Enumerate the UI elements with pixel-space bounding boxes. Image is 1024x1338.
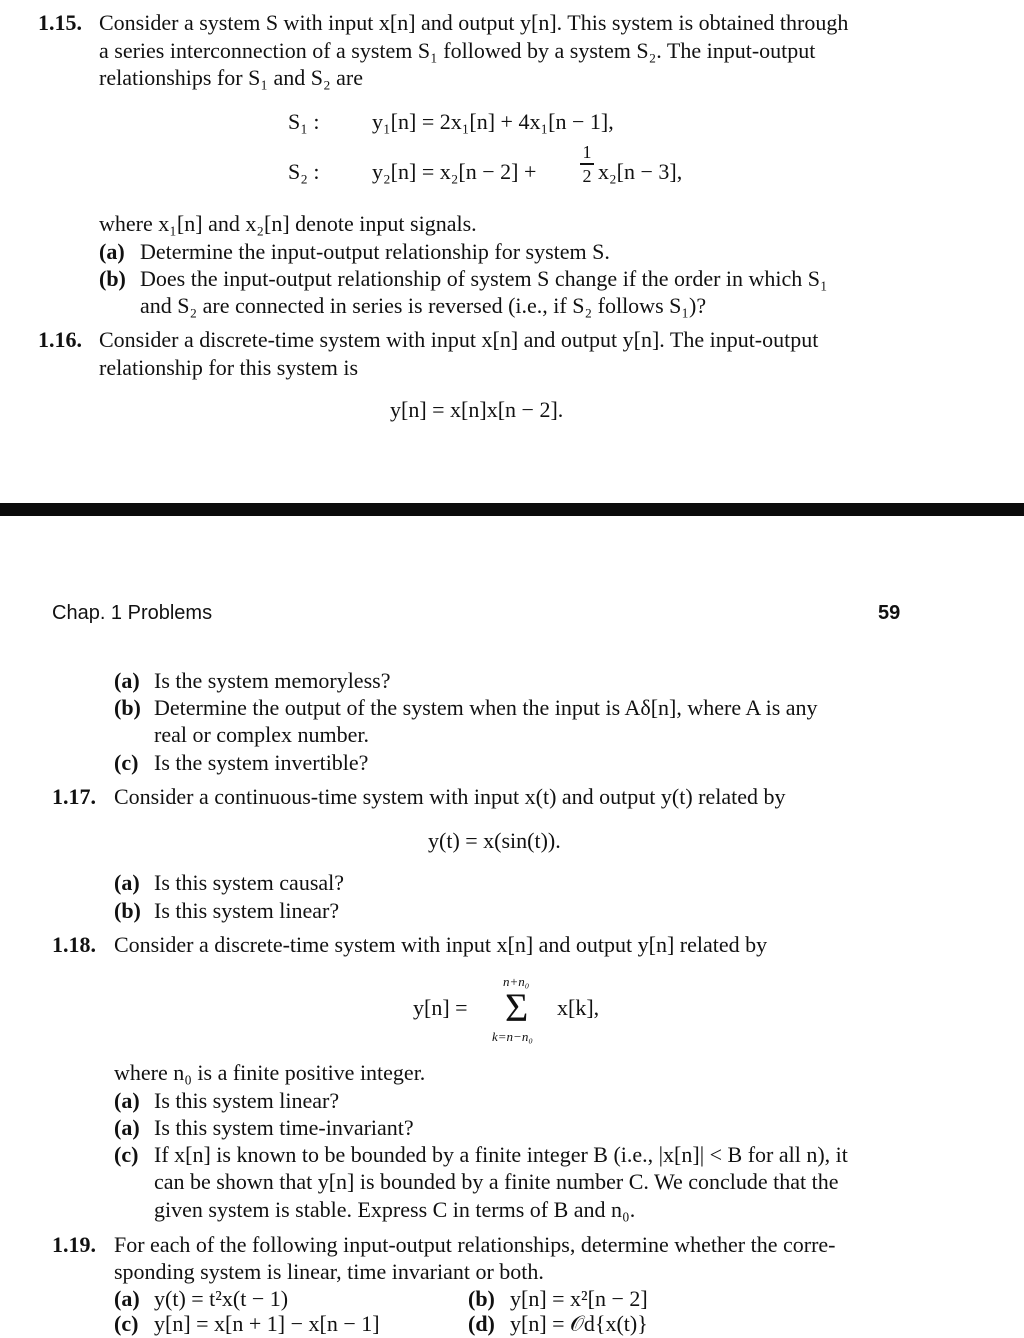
problem-1-15-where: where x₁[n] and x₂[n] denote input signals.: [99, 211, 477, 236]
problem-1-19-part-c: y[n] = x[n + 1] − x[n − 1]: [154, 1311, 380, 1336]
problem-1-17-line: Consider a continuous-time system with input x(t) and output y(t) related by: [114, 784, 786, 809]
problem-1-15-part-a: Determine the input-output relationship for system S.: [140, 239, 610, 264]
problem-1-19-line-2: sponding system is linear, time invariant or both.: [114, 1259, 544, 1284]
page-number: 59: [878, 602, 901, 624]
problem-1-17-part-b: Is this system linear?: [154, 898, 340, 923]
equation-s1-body: y₁[n] = 2x₁[n] + 4x₁[n − 1],: [372, 109, 614, 134]
problem-1-15-line-3: relationships for S₁ and S₂ are: [99, 65, 364, 90]
page-divider: [0, 503, 1024, 516]
part-b-label: (b): [468, 1286, 495, 1311]
problem-number-1-18: 1.18.: [52, 932, 96, 957]
problem-1-18-part-a: Is this system linear?: [154, 1088, 340, 1113]
summation-symbol: Σ: [505, 985, 529, 1030]
problem-1-18-part-c-line-1: If x[n] is known to be bounded by a finite integer B (i.e., |x[n]| < B for all n), it: [154, 1142, 848, 1167]
part-a-label: (a): [114, 668, 140, 693]
problem-1-15-part-b-line-1: Does the input-output relationship of system S change if the order in which S₁: [140, 266, 828, 291]
problem-1-18-part-a-2: Is this system time-invariant?: [154, 1115, 414, 1140]
part-a-label: (a): [114, 870, 140, 895]
problem-1-15-line-1: Consider a system S with input x[n] and output y[n]. This system is obtained through: [99, 10, 849, 35]
problem-1-18-part-c-line-2: can be shown that y[n] is bounded by a finite number C. We conclude that the: [154, 1169, 839, 1194]
problem-1-17-part-a: Is this system causal?: [154, 870, 345, 895]
problem-1-16-part-b-line-1: Determine the output of the system when the input is Aδ[n], where A is any: [154, 695, 818, 720]
problem-number-1-17: 1.17.: [52, 784, 96, 809]
part-b-label: (b): [114, 695, 141, 720]
part-d-label: (d): [468, 1311, 495, 1336]
problem-1-19-part-d: y[n] = 𝒪d{x(t)}: [510, 1311, 648, 1336]
chapter-header: Chap. 1 Problems: [52, 602, 213, 624]
part-b-label: (b): [114, 898, 141, 923]
problem-1-18-part-c-line-3: given system is stable. Express C in terms of B and n₀.: [154, 1197, 636, 1222]
problem-1-16-part-c: Is the system invertible?: [154, 750, 369, 775]
equation-1-16: y[n] = x[n]x[n − 2].: [390, 397, 564, 422]
equation-s2-lhs: y₂[n] = x₂[n − 2] +: [372, 159, 537, 184]
equation-s2-label: S₂ :: [288, 159, 320, 184]
part-a-label: (a): [99, 239, 125, 264]
equation-s2-rhs: x₂[n − 3],: [598, 159, 683, 184]
problem-number-1-19: 1.19.: [52, 1232, 96, 1257]
problem-1-19-part-a: y(t) = t²x(t − 1): [154, 1286, 289, 1311]
problem-number-1-15: 1.15.: [38, 10, 82, 35]
equation-s1-label: S₁ :: [288, 109, 320, 134]
equation-1-18-lhs: y[n] =: [413, 995, 468, 1020]
equation-s2-fraction-bar: [580, 163, 594, 165]
summation-upper-limit: n+n₀: [503, 974, 530, 989]
problem-1-15-line-2: a series interconnection of a system S₁ followed by a system S₂. The input-output: [99, 38, 816, 63]
part-c-label: (c): [114, 1142, 139, 1167]
problem-number-1-16: 1.16.: [38, 327, 82, 352]
problem-1-18-line: Consider a discrete-time system with input x[n] and output y[n] related by: [114, 932, 768, 957]
part-c-label: (c): [114, 750, 139, 775]
summation-lower-limit: k=n−n₀: [492, 1029, 533, 1044]
part-a-label: (a): [114, 1286, 140, 1311]
part-b-label: (b): [99, 266, 126, 291]
problem-1-16-line-2: relationship for this system is: [99, 355, 359, 380]
problem-1-19-line-1: For each of the following input-output relationships, determine whether the corre-: [114, 1232, 836, 1257]
part-a-label-2: (a): [114, 1115, 140, 1140]
equation-1-17: y(t) = x(sin(t)).: [428, 828, 561, 853]
equation-s2-fraction-denominator: 2: [582, 166, 592, 186]
equation-1-18-rhs: x[k],: [557, 995, 600, 1020]
equation-s2-fraction-numerator: 1: [582, 142, 592, 162]
problem-1-15-part-b-line-2: and S₂ are connected in series is reversed (i.e., if S₂ follows S₁)?: [140, 293, 707, 318]
problem-1-16-line-1: Consider a discrete-time system with input x[n] and output y[n]. The input-output: [99, 327, 819, 352]
part-c-label: (c): [114, 1311, 139, 1336]
problem-1-16-part-b-line-2: real or complex number.: [154, 722, 370, 747]
problem-1-16-part-a: Is the system memoryless?: [154, 668, 391, 693]
problem-1-19-part-b: y[n] = x²[n − 2]: [510, 1286, 648, 1311]
part-a-label: (a): [114, 1088, 140, 1113]
problem-1-18-where: where n₀ is a finite positive integer.: [114, 1060, 426, 1085]
